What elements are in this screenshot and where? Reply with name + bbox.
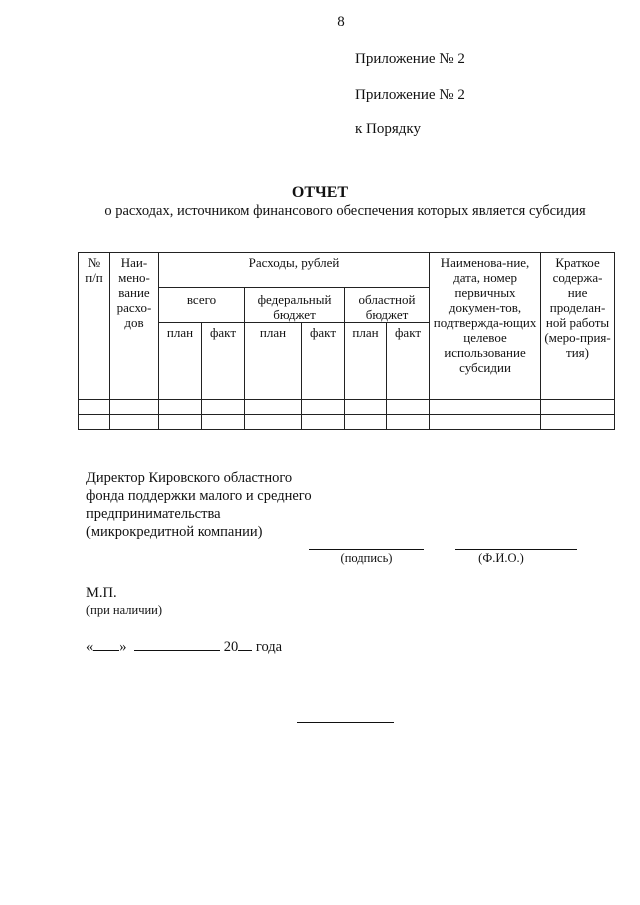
table-cell [302,415,345,430]
year-suffix: года [255,639,283,655]
page-number: 8 [337,14,345,30]
header-expenses: Расходы, рублей [159,253,430,288]
header-fact-total: факт [202,323,245,400]
signature-line [309,549,424,550]
table-cell [387,400,430,415]
date-open-quote: « [86,639,94,655]
table-cell [345,400,387,415]
footer-separator-line [297,722,394,723]
table-cell [245,415,302,430]
header-total: всего [159,288,245,323]
header-regional-budget: областной бюджет [345,288,430,323]
header-number: № п/п [79,253,110,400]
table-cell [79,400,110,415]
table-cell [302,400,345,415]
year-blank [238,636,252,651]
table-row [79,415,615,430]
table-cell [541,415,615,430]
table-cell [245,400,302,415]
appendix-line-2: Приложение № 2 [355,87,465,103]
table-cell [159,400,202,415]
table-cell [541,400,615,415]
header-documents: Наименова-ние, дата, номер первичных докумен-тов, подтвержда-ющих целевое использование субсидии [430,253,541,400]
table-cell [387,415,430,430]
appendix-line-3: к Порядку [355,121,421,137]
director-title: Директор Кировского областного фонда поддержки малого и среднего предпринимательства (микрокредитной компании) [86,470,312,540]
table-cell [79,415,110,430]
header-work-summary: Краткое содержа-ние проделан-ной работы (меро-прия-тия) [541,253,615,400]
date-close-quote: » [119,639,127,655]
table-cell [202,400,245,415]
stamp-label: М.П. [86,585,117,601]
table-cell [110,400,159,415]
signature-caption: (подпись) [340,551,393,565]
header-expense-name: Наи-мено-вание расхо-дов [110,253,159,400]
report-table [78,252,615,430]
date-line [86,636,282,656]
header-fact-regional: факт [387,323,430,400]
year-prefix: 20 [223,639,239,655]
header-plan-total: план [159,323,202,400]
header-plan-federal: план [245,323,302,400]
header-federal-budget: федеральный бюджет [245,288,345,323]
report-title: ОТЧЕТ [291,184,349,201]
header-fact-federal: факт [302,323,345,400]
name-caption: (Ф.И.О.) [478,551,524,565]
header-plan-regional: план [345,323,387,400]
table-cell [110,415,159,430]
table-cell [345,415,387,430]
stamp-note: (при наличии) [86,603,163,617]
name-line [455,549,577,550]
day-blank [93,636,119,651]
report-subtitle: о расходах, источником финансового обеспечения которых является субсидия [104,203,586,219]
month-blank [134,636,220,651]
table-cell [430,415,541,430]
table-cell [159,415,202,430]
table-cell [202,415,245,430]
table-row [79,400,615,415]
table-cell [430,400,541,415]
appendix-line-1: Приложение № 2 [355,51,465,67]
